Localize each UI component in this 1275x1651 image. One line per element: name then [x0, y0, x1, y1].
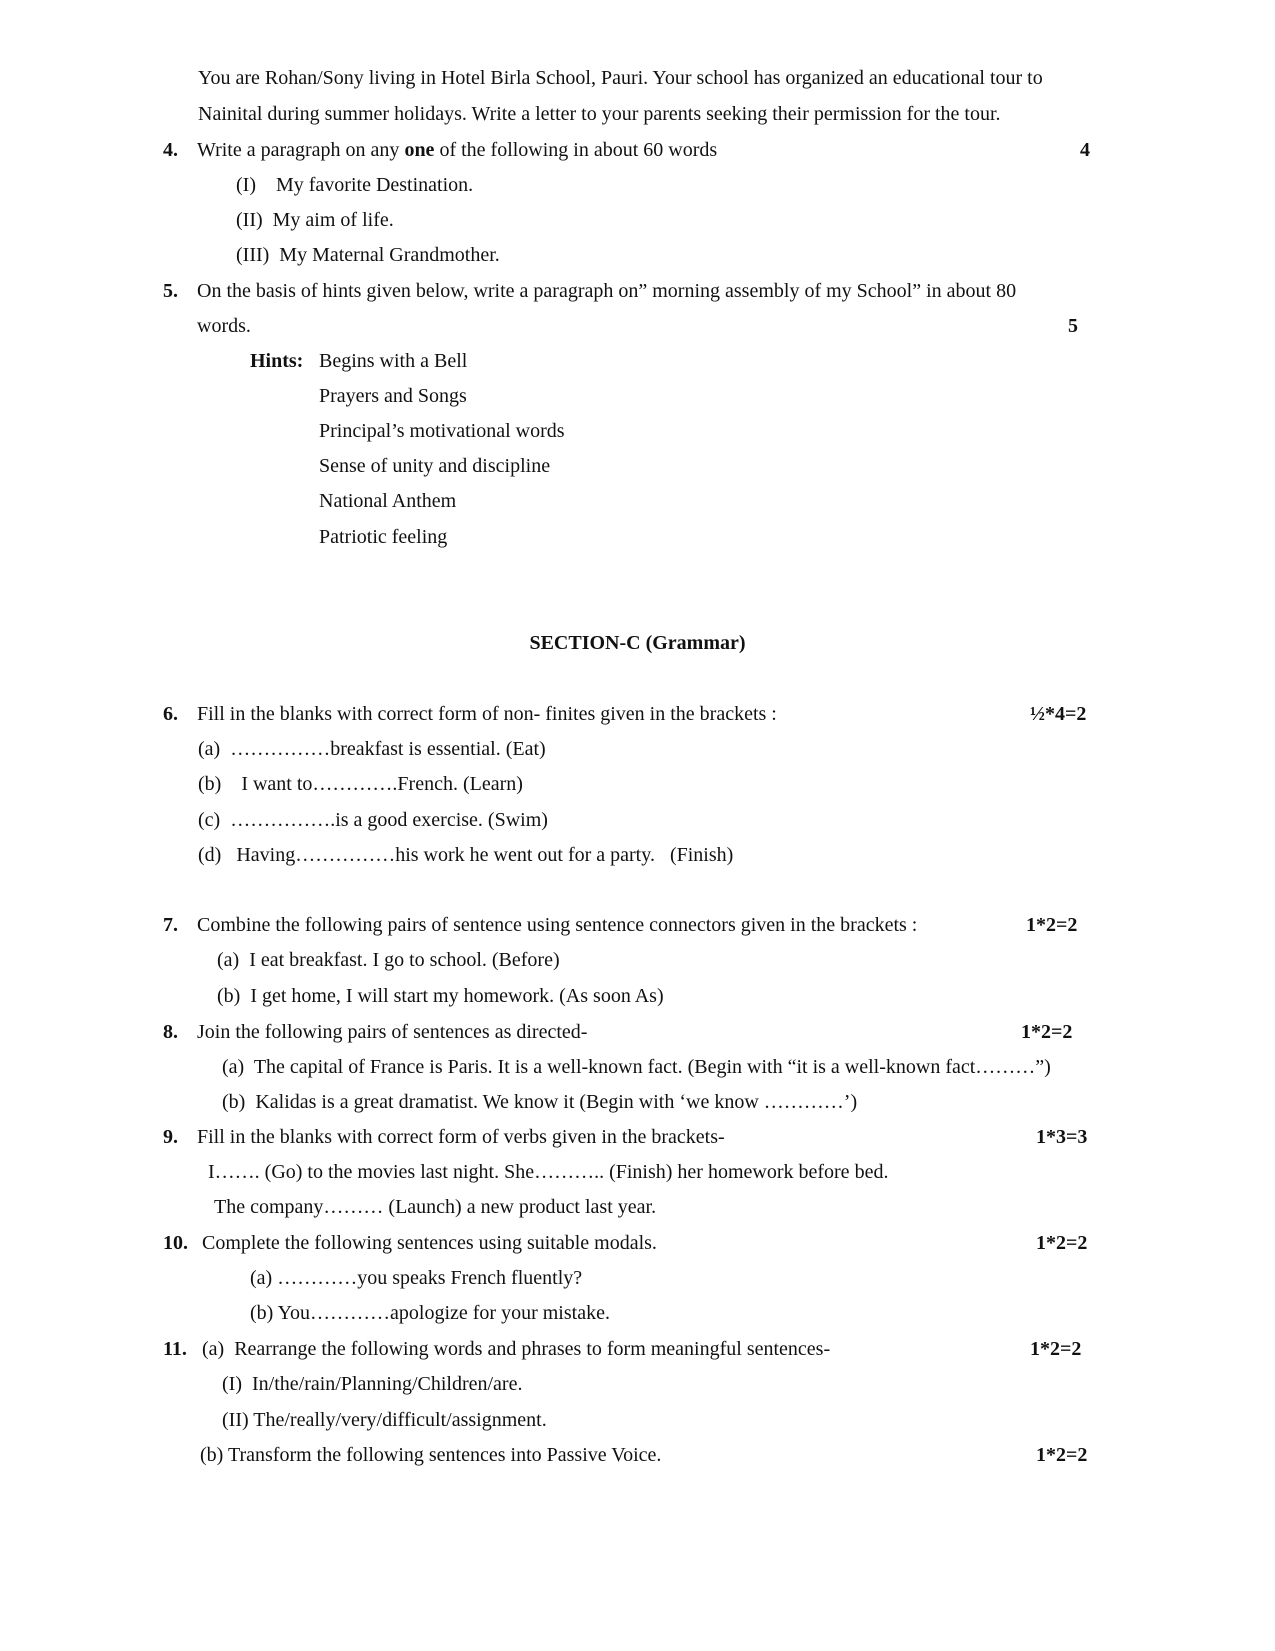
q5-hint: Prayers and Songs [319, 385, 467, 407]
q4-option: (III) My Maternal Grandmother. [236, 244, 500, 266]
q8-marks: 1*2=2 [1021, 1021, 1073, 1043]
q7-number: 7. [163, 914, 178, 936]
q5-hint: National Anthem [319, 490, 457, 512]
q11-part-b: (b) Transform the following sentences into Passive Voice. [200, 1444, 662, 1466]
q5-line-2: words. [197, 315, 251, 337]
q9-text: Fill in the blanks with correct form of verbs given in the brackets- [197, 1126, 725, 1148]
q7-item: (a) I eat breakfast. I go to school. (Before) [217, 949, 560, 971]
q11-item: (I) In/the/rain/Planning/Children/are. [222, 1373, 523, 1395]
q8-text: Join the following pairs of sentences as directed- [197, 1021, 588, 1043]
q4-text-bold: one [404, 139, 435, 161]
q6-marks: ½*4=2 [1030, 703, 1087, 725]
q6-item: (b) I want to………….French. (Learn) [198, 773, 523, 795]
q6-item: (c) …………….is a good exercise. (Swim) [198, 809, 548, 831]
q11-marks-b: 1*2=2 [1036, 1444, 1088, 1466]
q5-hint: Patriotic feeling [319, 526, 448, 548]
q4-text [197, 138, 717, 162]
q9-marks: 1*3=3 [1036, 1126, 1088, 1148]
q9-item: The company……… (Launch) a new product last year. [214, 1196, 657, 1218]
q11-part-a: (a) Rearrange the following words and phrases to form meaningful sentences- [202, 1338, 831, 1360]
q10-text: Complete the following sentences using suitable modals. [202, 1232, 657, 1254]
q5-hint: Principal’s motivational words [319, 420, 565, 442]
q10-item: (a) …………you speaks French fluently? [250, 1267, 583, 1289]
q8-item: (a) The capital of France is Paris. It is a well-known fact. (Begin with “it is a well-known fact………”) [222, 1056, 1051, 1078]
q5-line-1: On the basis of hints given below, write a paragraph on” morning assembly of my School” in about 80 [197, 280, 1017, 302]
q5-number: 5. [163, 280, 178, 302]
q6-item: (d) Having……………his work he went out for a party. (Finish) [198, 844, 734, 866]
q7-marks: 1*2=2 [1026, 914, 1078, 936]
q11-number: 11. [163, 1338, 187, 1360]
q5-hint: Sense of unity and discipline [319, 455, 551, 477]
q7-text: Combine the following pairs of sentence using sentence connectors given in the brackets : [197, 914, 918, 936]
q11-item: (II) The/really/very/difficult/assignment. [222, 1409, 547, 1431]
q4-text-after: of the following in about 60 words [434, 139, 718, 161]
q8-number: 8. [163, 1021, 178, 1043]
q11-marks-a: 1*2=2 [1030, 1338, 1082, 1360]
q3-line-2: Nainital during summer holidays. Write a letter to your parents seeking their permission for the tour. [198, 103, 1001, 125]
q6-text: Fill in the blanks with correct form of non- finites given in the brackets : [197, 703, 777, 725]
q9-item: I……. (Go) to the movies last night. She……….. (Finish) her homework before bed. [208, 1161, 889, 1183]
q4-option: (I) My favorite Destination. [236, 174, 474, 196]
section-heading: SECTION-C (Grammar) [529, 632, 746, 654]
q5-marks: 5 [1068, 315, 1078, 337]
q3-line-1: You are Rohan/Sony living in Hotel Birla School, Pauri. Your school has organized an educational tour to [198, 67, 1043, 89]
q4-marks: 4 [1080, 139, 1090, 161]
q6-number: 6. [163, 703, 178, 725]
q7-item: (b) I get home, I will start my homework. (As soon As) [217, 985, 664, 1007]
q8-item: (b) Kalidas is a great dramatist. We know it (Begin with ‘we know …………’) [222, 1091, 858, 1113]
q10-item: (b) You…………apologize for your mistake. [250, 1302, 610, 1324]
q4-option: (II) My aim of life. [236, 209, 394, 231]
q5-hint: Begins with a Bell [319, 350, 468, 372]
q5-hints-label: Hints: [250, 350, 304, 372]
q10-number: 10. [163, 1232, 188, 1254]
q9-number: 9. [163, 1126, 178, 1148]
q4-number: 4. [163, 139, 178, 161]
q10-marks: 1*2=2 [1036, 1232, 1088, 1254]
q6-item: (a) ……………breakfast is essential. (Eat) [198, 738, 546, 760]
q4-text-before: Write a paragraph on any [197, 139, 405, 161]
